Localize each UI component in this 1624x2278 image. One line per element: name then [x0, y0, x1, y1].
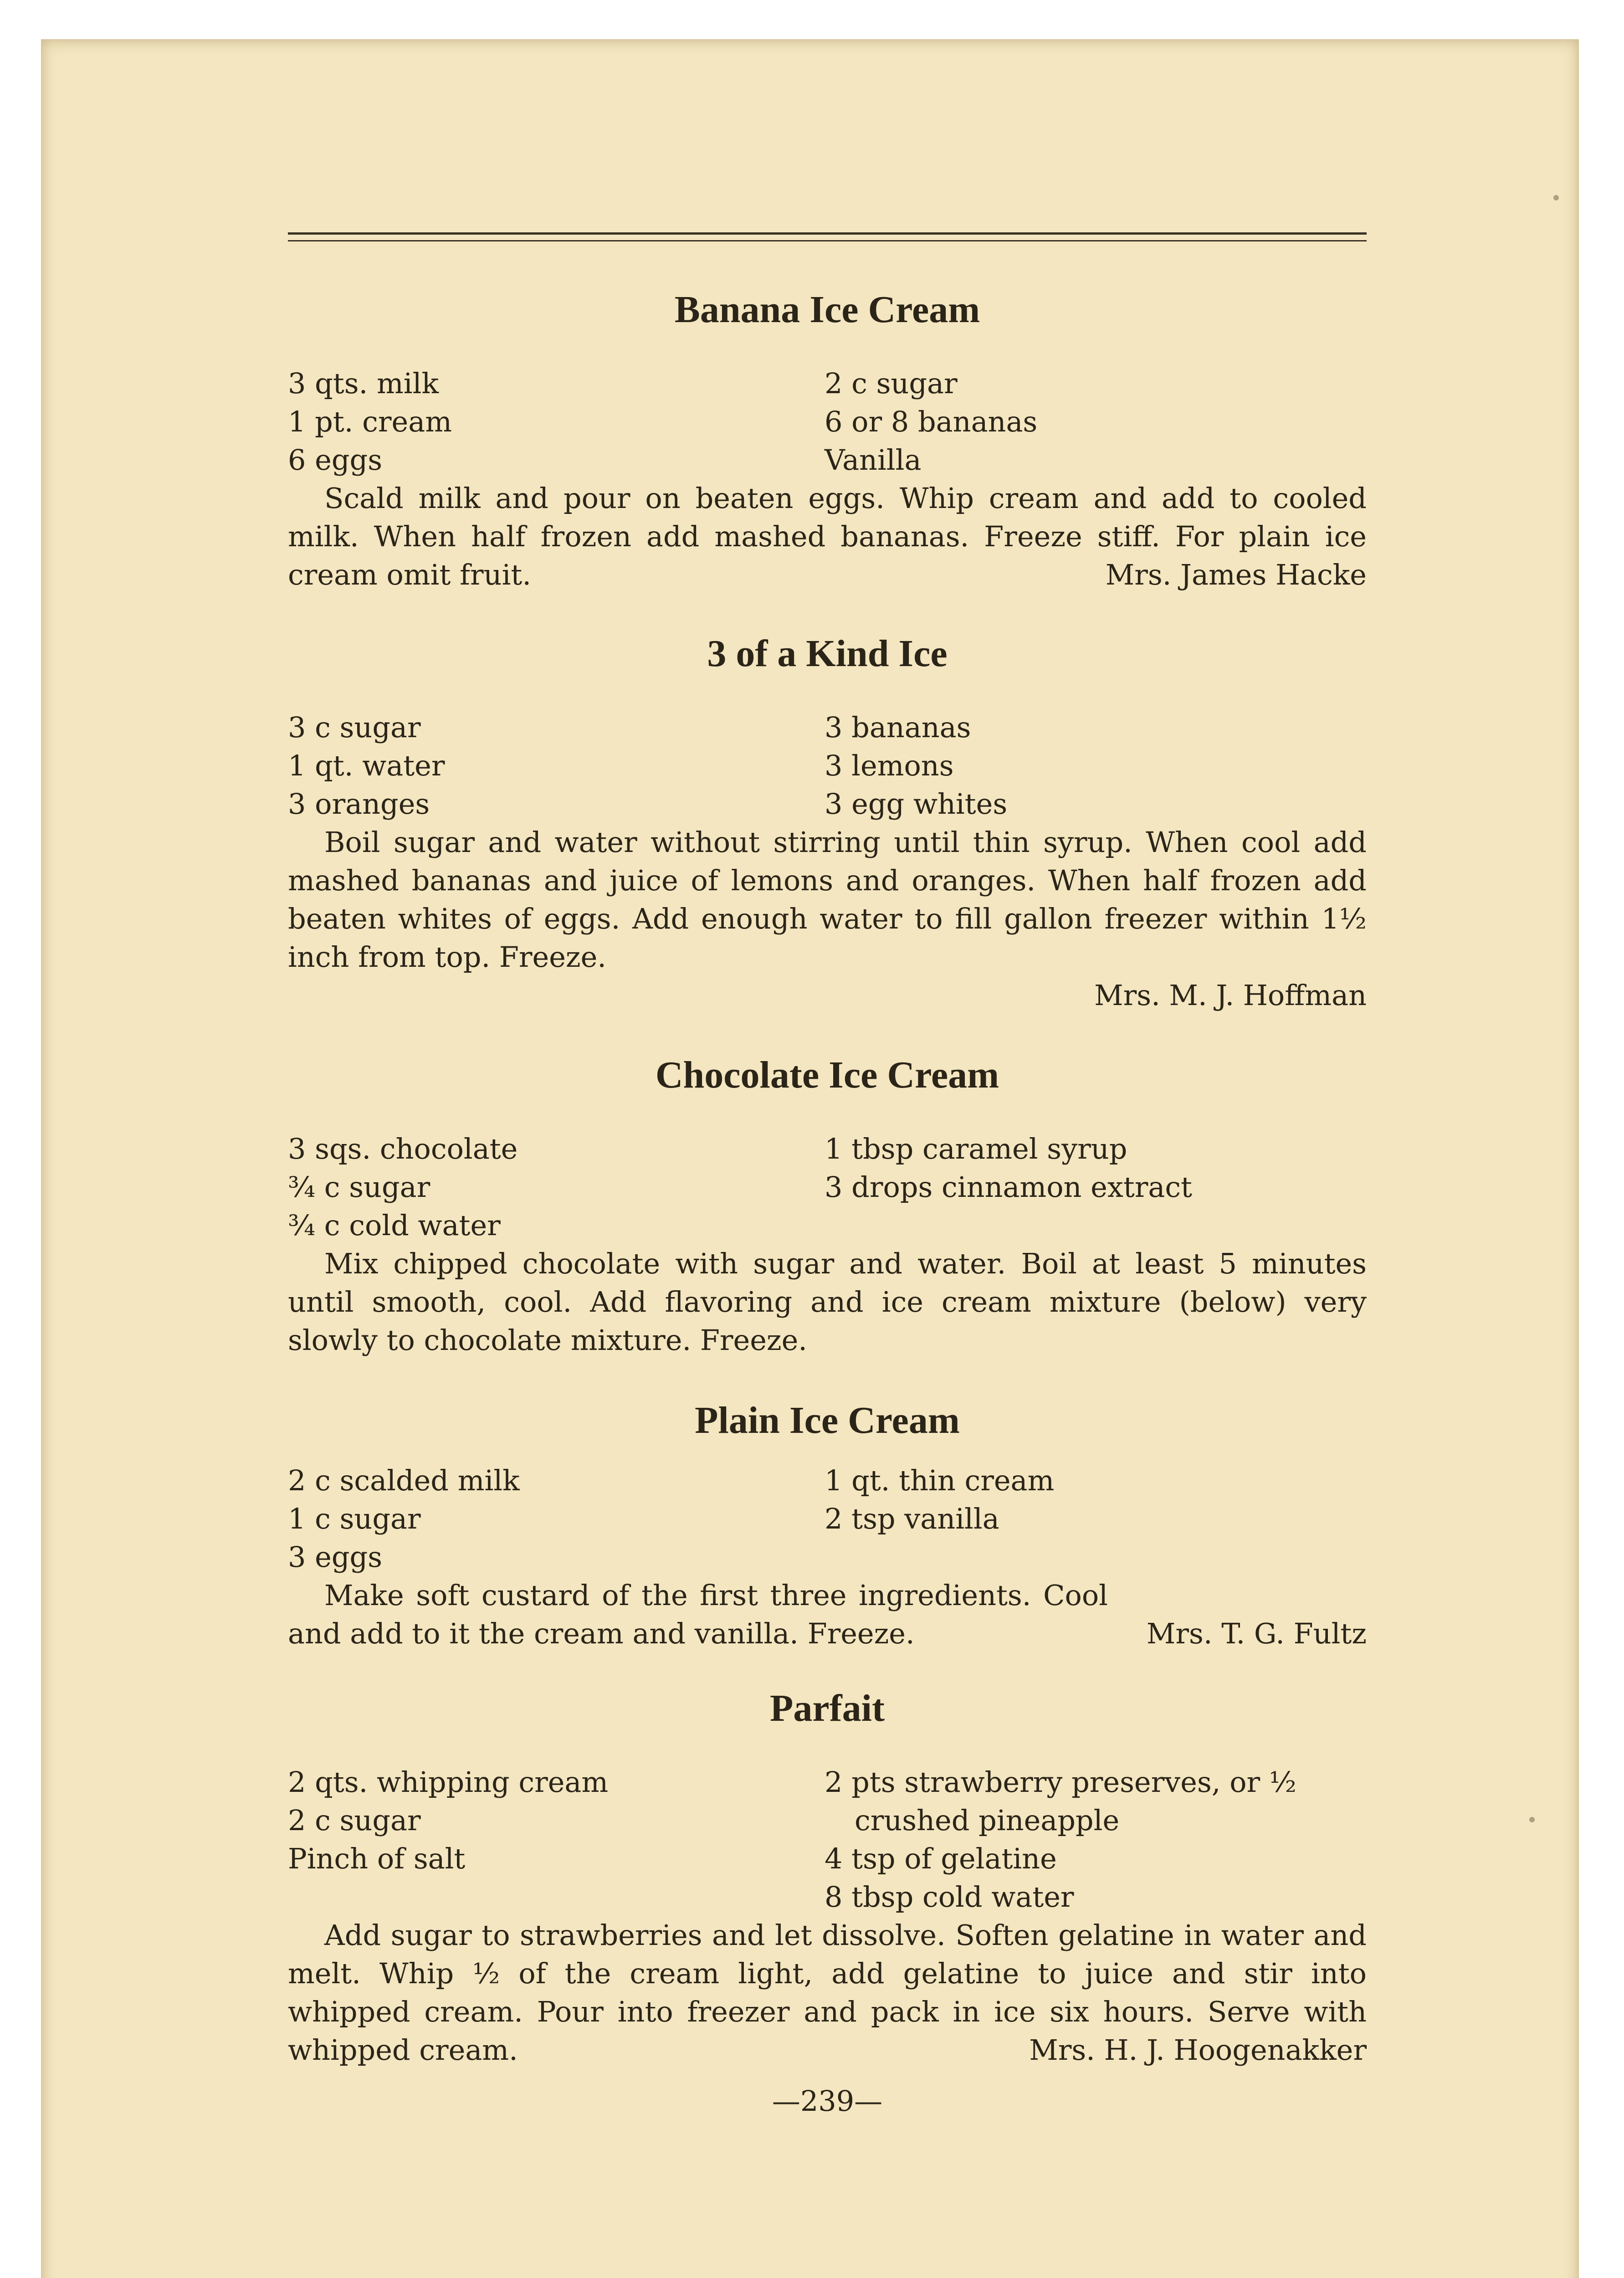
ingredients [288, 1130, 1367, 1245]
ingredients [288, 364, 1367, 479]
ingredient: 2 qts. whipping cream [288, 1765, 609, 1799]
ingredient: ¾ c sugar [288, 1170, 430, 1204]
ingredient: 3 eggs [288, 1540, 383, 1574]
ingredient: 6 eggs [288, 443, 383, 477]
ingredient: 2 c sugar [825, 367, 958, 400]
ingredient: 3 bananas [825, 711, 971, 744]
recipe-title: Parfait [770, 1687, 885, 1729]
ingredient: 3 c sugar [288, 711, 421, 744]
ingredient: crushed pineapple [855, 1804, 1120, 1837]
recipe-directions: Add sugar to strawberries and let dissolve. Soften gelatine in water and melt. Whip ½ of the cream light, add gelatine to juice and stir into whipped cream. Pour into freezer and pack in ice six hours. Serve with whipped cream. [288, 1919, 1367, 2067]
recipe-directions: Scald milk and pour on beaten eggs. Whip cream and add to cooled milk. When half frozen add mashed bananas. Freeze stiff. For plain ice cream omit fruit. [288, 482, 1367, 591]
ingredient: 6 or 8 bananas [825, 405, 1038, 438]
ingredient: 1 c sugar [288, 1502, 421, 1535]
recipe-banana-ice-cream [288, 287, 1367, 591]
ingredient: 3 lemons [825, 749, 954, 782]
ingredient: 3 sqs. chocolate [288, 1132, 518, 1165]
ingredient: 1 tbsp caramel syrup [825, 1132, 1127, 1165]
ingredient: 3 drops cinnamon extract [825, 1170, 1192, 1204]
recipe-plain-ice-cream [288, 1398, 1367, 1650]
recipe-directions: Boil sugar and water without stirring until thin syrup. When cool add mashed bananas and juice of lemons and oranges. When half frozen add beaten whites of eggs. Add enough water to fill gallon freezer within 1½ inch from top. Freeze. [288, 826, 1367, 974]
ingredient: ¾ c cold water [288, 1209, 501, 1242]
ingredient: Vanilla [825, 443, 922, 477]
ingredient: 1 qt. water [288, 749, 445, 782]
recipe-chocolate-ice-cream [288, 1052, 1367, 1357]
ingredient: Pinch of salt [288, 1842, 466, 1875]
ingredient: 2 c sugar [288, 1804, 421, 1837]
recipe-directions: Make soft custard of the first three ingredients. Cool and add to it the cream and vanilla. Freeze. [288, 1579, 1108, 1650]
ingredient: 8 tbsp cold water [825, 1880, 1074, 1914]
top-rule [288, 232, 1367, 235]
recipe-attribution: Mrs. H. J. Hoogenakker [1029, 2033, 1367, 2067]
recipe-title: Banana Ice Cream [674, 288, 980, 331]
top-rule-thin [288, 240, 1367, 241]
recipe-title: 3 of a Kind Ice [707, 632, 948, 675]
ingredient: 3 qts. milk [288, 367, 439, 400]
ingredient: 3 egg whites [825, 787, 1008, 821]
paper-speck [1553, 195, 1559, 200]
recipe-title: Plain Ice Cream [695, 1399, 960, 1442]
page-number: —239— [772, 2084, 883, 2118]
ingredient: 2 pts strawberry preserves, or ½ [825, 1765, 1296, 1799]
recipe-attribution: Mrs. M. J. Hoffman [1094, 979, 1367, 1012]
ingredient: 2 c scalded milk [288, 1464, 520, 1497]
ingredients [288, 1462, 1367, 1576]
recipe-attribution: Mrs. James Hacke [1105, 558, 1367, 591]
paper-speck [1529, 1817, 1535, 1822]
recipe-3-of-a-kind-ice [288, 631, 1367, 1012]
recipe-directions: Mix chipped chocolate with sugar and water. Boil at least 5 minutes until smooth, cool. Add flavoring and ice cream mixture (below) very slowly to chocolate mixture. Freeze. [288, 1247, 1367, 1357]
ingredient: 3 oranges [288, 787, 430, 821]
ingredients [288, 1763, 1367, 1916]
ingredient: 2 tsp vanilla [825, 1502, 999, 1535]
ingredient: 4 tsp of gelatine [825, 1842, 1057, 1875]
ingredients [288, 708, 1367, 823]
ingredient: 1 qt. thin cream [825, 1464, 1055, 1497]
ingredient: 1 pt. cream [288, 405, 452, 438]
recipe-title: Chocolate Ice Cream [655, 1054, 999, 1096]
recipe-attribution: Mrs. T. G. Fultz [1146, 1617, 1367, 1650]
recipe-parfait [288, 1686, 1367, 2067]
